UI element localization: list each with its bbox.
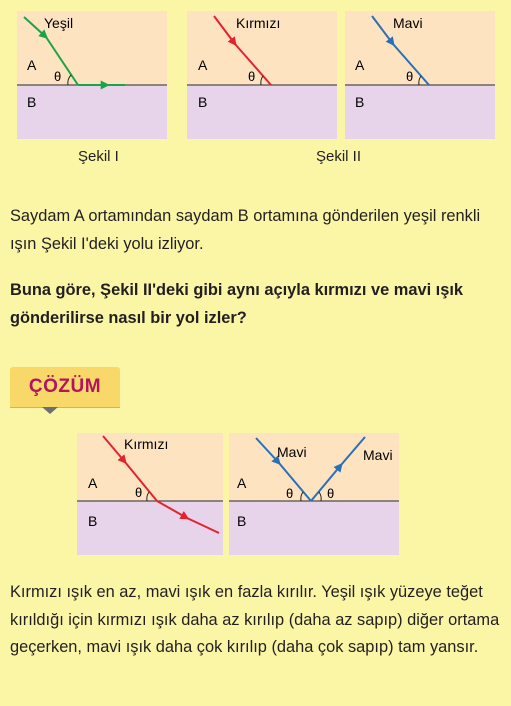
ray-label: Mavi xyxy=(393,15,423,31)
figure-2-red-diagram xyxy=(187,11,337,139)
angle-label-left: θ xyxy=(286,486,294,501)
medium-a-label: A xyxy=(27,57,37,73)
medium-b-label: B xyxy=(355,94,365,110)
medium-b-label: B xyxy=(88,513,98,529)
medium-a-label: A xyxy=(237,475,247,491)
angle-label-right: θ xyxy=(327,486,335,501)
down-arrow-icon xyxy=(42,407,58,414)
figure-1-diagram xyxy=(17,11,167,139)
solution-explanation: Kırmızı ışık en az, mavi ışık en fazla kırılır. Yeşil ışık yüzeye teğet kırıldığı için kırmızı ışık daha az kırılıp (daha az sapıp) diğer ortama geçerken, mavi ışık daha çok kırılıp (daha çok sapıp) tam yansır. xyxy=(10,583,500,656)
angle-label: θ xyxy=(54,69,62,84)
medium-a-label: A xyxy=(355,57,365,73)
solution-tab xyxy=(10,367,120,407)
solution-blue-diagram xyxy=(229,433,399,555)
angle-label: θ xyxy=(406,69,414,84)
angle-label: θ xyxy=(248,69,256,84)
medium-a-label: A xyxy=(198,57,208,73)
angle-label: θ xyxy=(135,485,143,500)
ray-label: Kırmızı xyxy=(124,436,169,452)
reflected-ray-label: Mavi xyxy=(363,447,393,463)
medium-b-region xyxy=(17,85,167,139)
figure-2-caption: Şekil II xyxy=(316,148,362,165)
medium-a-label: A xyxy=(88,475,98,491)
solution-red-diagram xyxy=(77,433,223,555)
incident-ray-label: Mavi xyxy=(277,444,307,460)
figure-2-blue-diagram xyxy=(345,11,495,139)
medium-a-region xyxy=(17,11,167,85)
figure-1-caption: Şekil I xyxy=(78,148,119,165)
ray-label: Yeşil xyxy=(44,15,74,31)
medium-b-label: B xyxy=(27,94,37,110)
problem-question: Buna göre, Şekil II'deki gibi aynı açıyla kırmızı ve mavi ışık gönderilirse nasıl bir yol izler? xyxy=(10,281,464,327)
medium-b-label: B xyxy=(198,94,208,110)
solution-label: ÇÖZÜM xyxy=(28,376,102,397)
ray-label: Kırmızı xyxy=(236,15,281,31)
problem-statement: Saydam A ortamından saydam B ortamına gönderilen yeşil renkli ışın Şekil I'deki yolu izliyor. xyxy=(10,207,481,253)
medium-b-label: B xyxy=(237,513,247,529)
